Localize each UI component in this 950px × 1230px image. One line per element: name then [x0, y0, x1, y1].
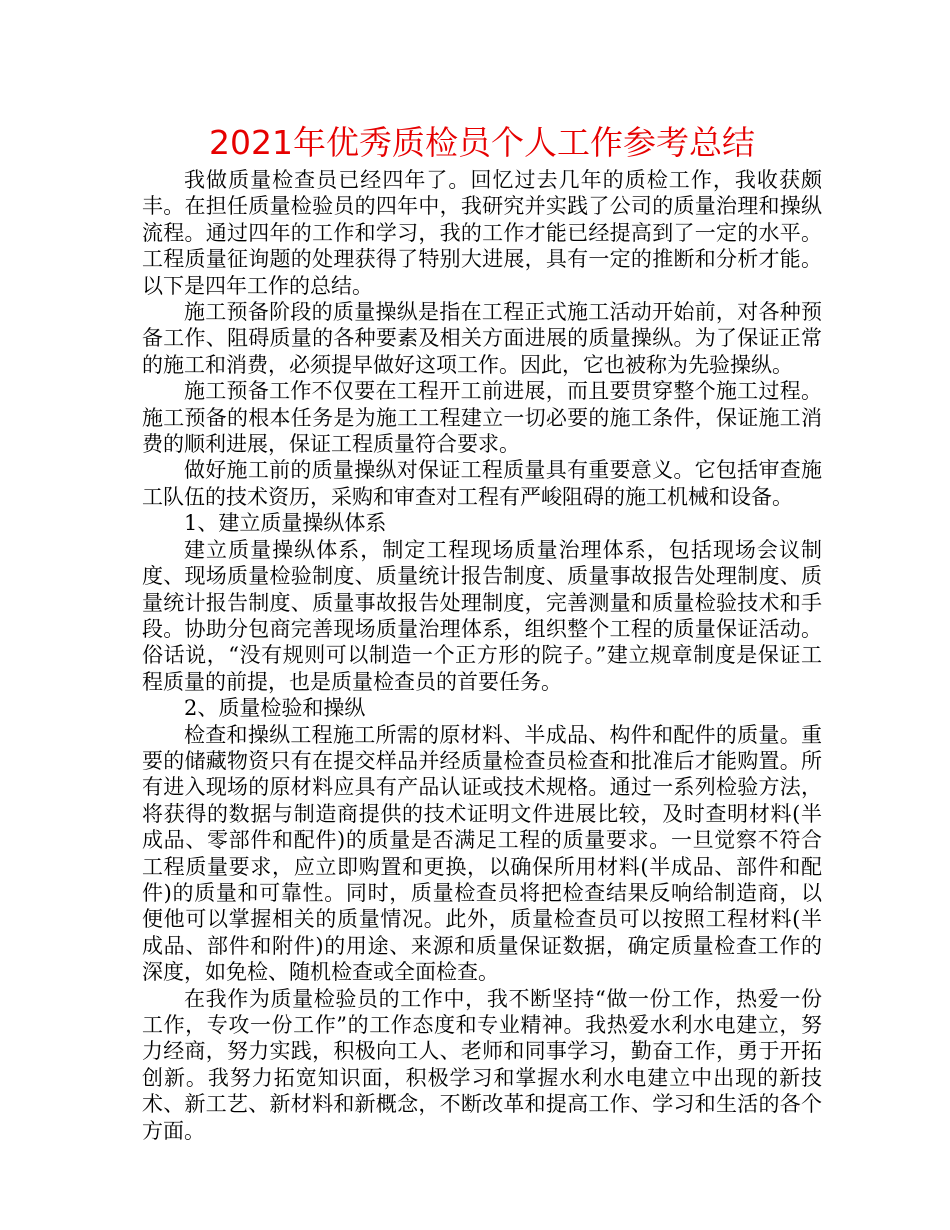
- section-heading-2: 2、质量检验和操纵: [184, 696, 366, 721]
- paragraph-preparation-work: 施工预备工作不仅要在工程开工前进展，而且要贯穿整个施工过程。施工预备的根本任务是为施工工程建立一切必要的施工条件，保证施工消费的顺利进展，保证工程质量符合要求。: [142, 379, 822, 457]
- paragraph-preparation-stage: 施工预备阶段的质量操纵是指在工程正式施工活动开始前，对各种预备工作、阻碍质量的各种要素及相关方面进展的质量操纵。为了保证正常的施工和消费，必须提早做好这项工作。因此，它也被称为先验操纵。: [142, 300, 822, 377]
- paragraph-work-attitude: 在我作为质量检验员的工作中，我不断坚持“做一份工作，热爱一份工作，专攻一份工作”的工作态度和专业精神。我热爱水利水电建立，努力经商，努力实践，积极向工人、老师和同事学习，勤奋工作，勇于开拓创新。我努力拓宽知识面，积极学习和掌握水利水电建立中出现的新技术、新工艺、新材料和新概念，不断改革和提高工作、学习和生活的各个方面。: [142, 986, 822, 1143]
- document-title: 2021年优秀质检员个人工作参考总结: [209, 123, 755, 162]
- document-body: [142, 167, 822, 1144]
- paragraph-quality-control-importance: 做好施工前的质量操纵对保证工程质量具有重要意义。它包括审查施工队伍的技术资历，采购和审查对工程有严峻阻碍的施工机械和设备。: [142, 458, 822, 509]
- paragraph-inspection-control: 检查和操纵工程施工所需的原材料、半成品、构件和配件的质量。重要的储藏物资只有在提交样品并经质量检查员检查和批准后才能购置。所有进入现场的原材料应具有产品认证或技术规格。通过一系列检验方法，将获得的数据与制造商提供的技术证明文件进展比较，及时查明材料(半成品、零部件和配件)的质量是否满足工程的质量要求。一旦觉察不符合工程质量要求，应立即购置和更换，以确保所用材料(半成品、部件和配件)的质量和可靠性。同时，质量检查员将把检查结果反响给制造商，以便他可以掌握相关的质量情况。此外，质量检查员可以按照工程材料(半成品、部件和附件)的用途、来源和质量保证数据，确定质量检查工作的深度，如免检、随机检查或全面检查。: [142, 722, 822, 985]
- document-page: [142, 120, 822, 1144]
- section-heading-1: 1、建立质量操纵体系: [184, 511, 387, 536]
- paragraph-intro: 我做质量检查员已经四年了。回忆过去几年的质检工作，我收获颇丰。在担任质量检验员的四年中，我研究并实践了公司的质量治理和操纵流程。通过四年的工作和学习，我的工作才能已经提高到了一定的水平。工程质量征询题的处理获得了特别大进展，具有一定的推断和分析才能。以下是四年工作的总结。: [142, 168, 822, 298]
- paragraph-quality-system: 建立质量操纵体系，制定工程现场质量治理体系，包括现场会议制度、现场质量检验制度、质量统计报告制度、质量事故报告处理制度、质量统计报告制度、质量事故报告处理制度，完善测量和质量检验技术和手段。协助分包商完善现场质量治理体系，组织整个工程的质量保证活动。俗话说，“没有规则可以制造一个正方形的院子。”建立规章制度是保证工程质量的前提，也是质量检查员的首要任务。: [142, 537, 822, 694]
